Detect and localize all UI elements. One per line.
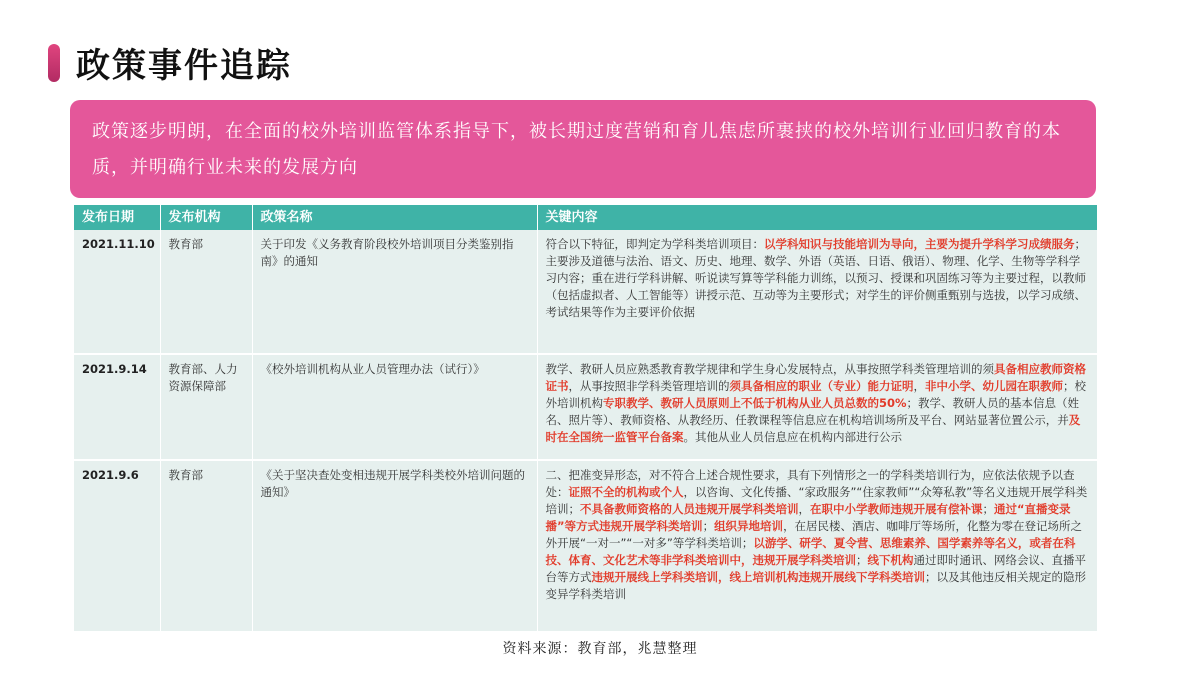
highlighted-text: 以游学、研学、夏令营、思维素养、国学素养等名义，或者在科技、体育、文化艺术等非学科类培训中，违规开展学科类培训 <box>545 536 1076 567</box>
content-text: ，在居民楼、酒店、咖啡厅等场所，化整为零在登记场所之外开展“一对一”“一对多”等学科类培训； <box>545 519 1083 550</box>
row-policy: 《校外培训机构从业人员管理办法（试行）》 <box>252 354 537 460</box>
row-content <box>537 354 1097 460</box>
highlighted-text: 非中小学、幼儿园在职教师 <box>925 379 1063 393</box>
header-date: 发布日期 <box>74 205 160 230</box>
content-text: ，以咨询、文化传播、“家政服务”“住家教师”“众筹私教”等名义违规开展学科类培训； <box>545 485 1088 516</box>
highlighted-text: 及时在全国统一监管平台备案 <box>545 413 1081 444</box>
highlighted-text: 须具备相应的职业（专业）能力证明 <box>729 379 914 393</box>
table-header-row <box>74 205 1097 230</box>
row-date: 2021.9.14 <box>74 354 160 460</box>
table-row <box>74 354 1097 460</box>
row-content <box>537 230 1097 354</box>
content-text: ；校外培训机构 <box>545 379 1086 410</box>
source-note: 资料来源：教育部，兆慧整理 <box>502 641 698 657</box>
content-text: 通过即时通讯、网络会议、直播平台等方式 <box>545 553 1086 584</box>
row-content <box>537 460 1097 632</box>
row-agency: 教育部 <box>160 230 252 354</box>
header-content: 关键内容 <box>537 205 1097 230</box>
highlighted-text: 违规开展线上学科类培训，线上培训机构违规开展线下学科类培训 <box>591 570 925 584</box>
highlighted-text: 线下机构 <box>867 553 914 567</box>
row-date: 2021.11.10 <box>74 230 160 354</box>
highlighted-text: 证照不全的机构或个人 <box>568 485 684 499</box>
content-text: ； <box>856 553 868 567</box>
content-text: 。其他从业人员信息应在机构内部进行公示 <box>683 430 902 444</box>
page-title: 政策事件追踪 <box>76 46 292 86</box>
highlighted-text: 在职中小学教师违规开展有偿补课 <box>810 502 983 516</box>
content-text: 二、把准变异形态，对不符合上述合规性要求，具有下列情形之一的学科类培训行为，应依法依规予以查处： <box>545 468 1075 499</box>
title-accent-bar <box>48 44 60 82</box>
table-row <box>74 460 1097 632</box>
summary-banner: 政策逐步明朗，在全面的校外培训监管体系指导下，被长期过度营销和育儿焦虑所裹挟的校外培训行业回归教育的本质，并明确行业未来的发展方向 <box>70 100 1096 198</box>
highlighted-text: 具备相应教师资格证书 <box>545 362 1086 393</box>
content-text: ；主要涉及道德与法治、语文、历史、地理、数学、外语（英语、日语、俄语）、物理、化学、生物等学科学习内容；重在进行学科讲解、听说读写算等学科能力训练，以预习、授课和巩固练习等为主要过程，以教师（包括虚拟者、人工智能等）讲授示范、互动等为主要形式；对学生的评价侧重甄别与选拔，以学习成绩、考试结果等作为主要评价依据 <box>545 237 1086 319</box>
content-text: ， <box>913 379 925 393</box>
row-date: 2021.9.6 <box>74 460 160 632</box>
highlighted-text: 以学科知识与技能培训为导向，主要为提升学科学习成绩服务 <box>764 237 1075 251</box>
content-text: ；教学、教研人员的基本信息（姓名、照片等）、教师资格、从教经历、任教课程等信息应在机构培训场所及平台、网站显著位置公示，并 <box>545 396 1080 427</box>
row-agency: 教育部 <box>160 460 252 632</box>
highlighted-text: 组织异地培训 <box>714 519 784 533</box>
highlighted-text: 不具备教师资格的人员违规开展学科类培训 <box>580 502 799 516</box>
row-agency: 教育部、人力资源保障部 <box>160 354 252 460</box>
header-agency: 发布机构 <box>160 205 252 230</box>
content-text: ； <box>982 502 994 516</box>
content-text: ；以及其他违反相关规定的隐形变异学科类培训 <box>545 570 1086 601</box>
content-text: 教学、教研人员应熟悉教育教学规律和学生身心发展特点，从事按照学科类管理培训的须 <box>545 362 994 376</box>
policy-table <box>74 205 1098 633</box>
row-policy: 关于印发《义务教育阶段校外培训项目分类鉴别指南》的通知 <box>252 230 537 354</box>
table-row <box>74 230 1097 354</box>
highlighted-text: 专职教学、教研人员原则上不低于机构从业人员总数的50% <box>603 396 907 410</box>
header-policy: 政策名称 <box>252 205 537 230</box>
content-text: ，从事按照非学科类管理培训的 <box>568 379 730 393</box>
content-text: ； <box>702 519 715 533</box>
highlighted-text: 通过“直播变录播”等方式违规开展学科类培训 <box>545 502 1071 533</box>
content-text: ， <box>798 502 810 516</box>
row-policy: 《关于坚决查处变相违规开展学科类校外培训问题的通知》 <box>252 460 537 632</box>
content-text: 符合以下特征，即判定为学科类培训项目： <box>545 237 764 251</box>
